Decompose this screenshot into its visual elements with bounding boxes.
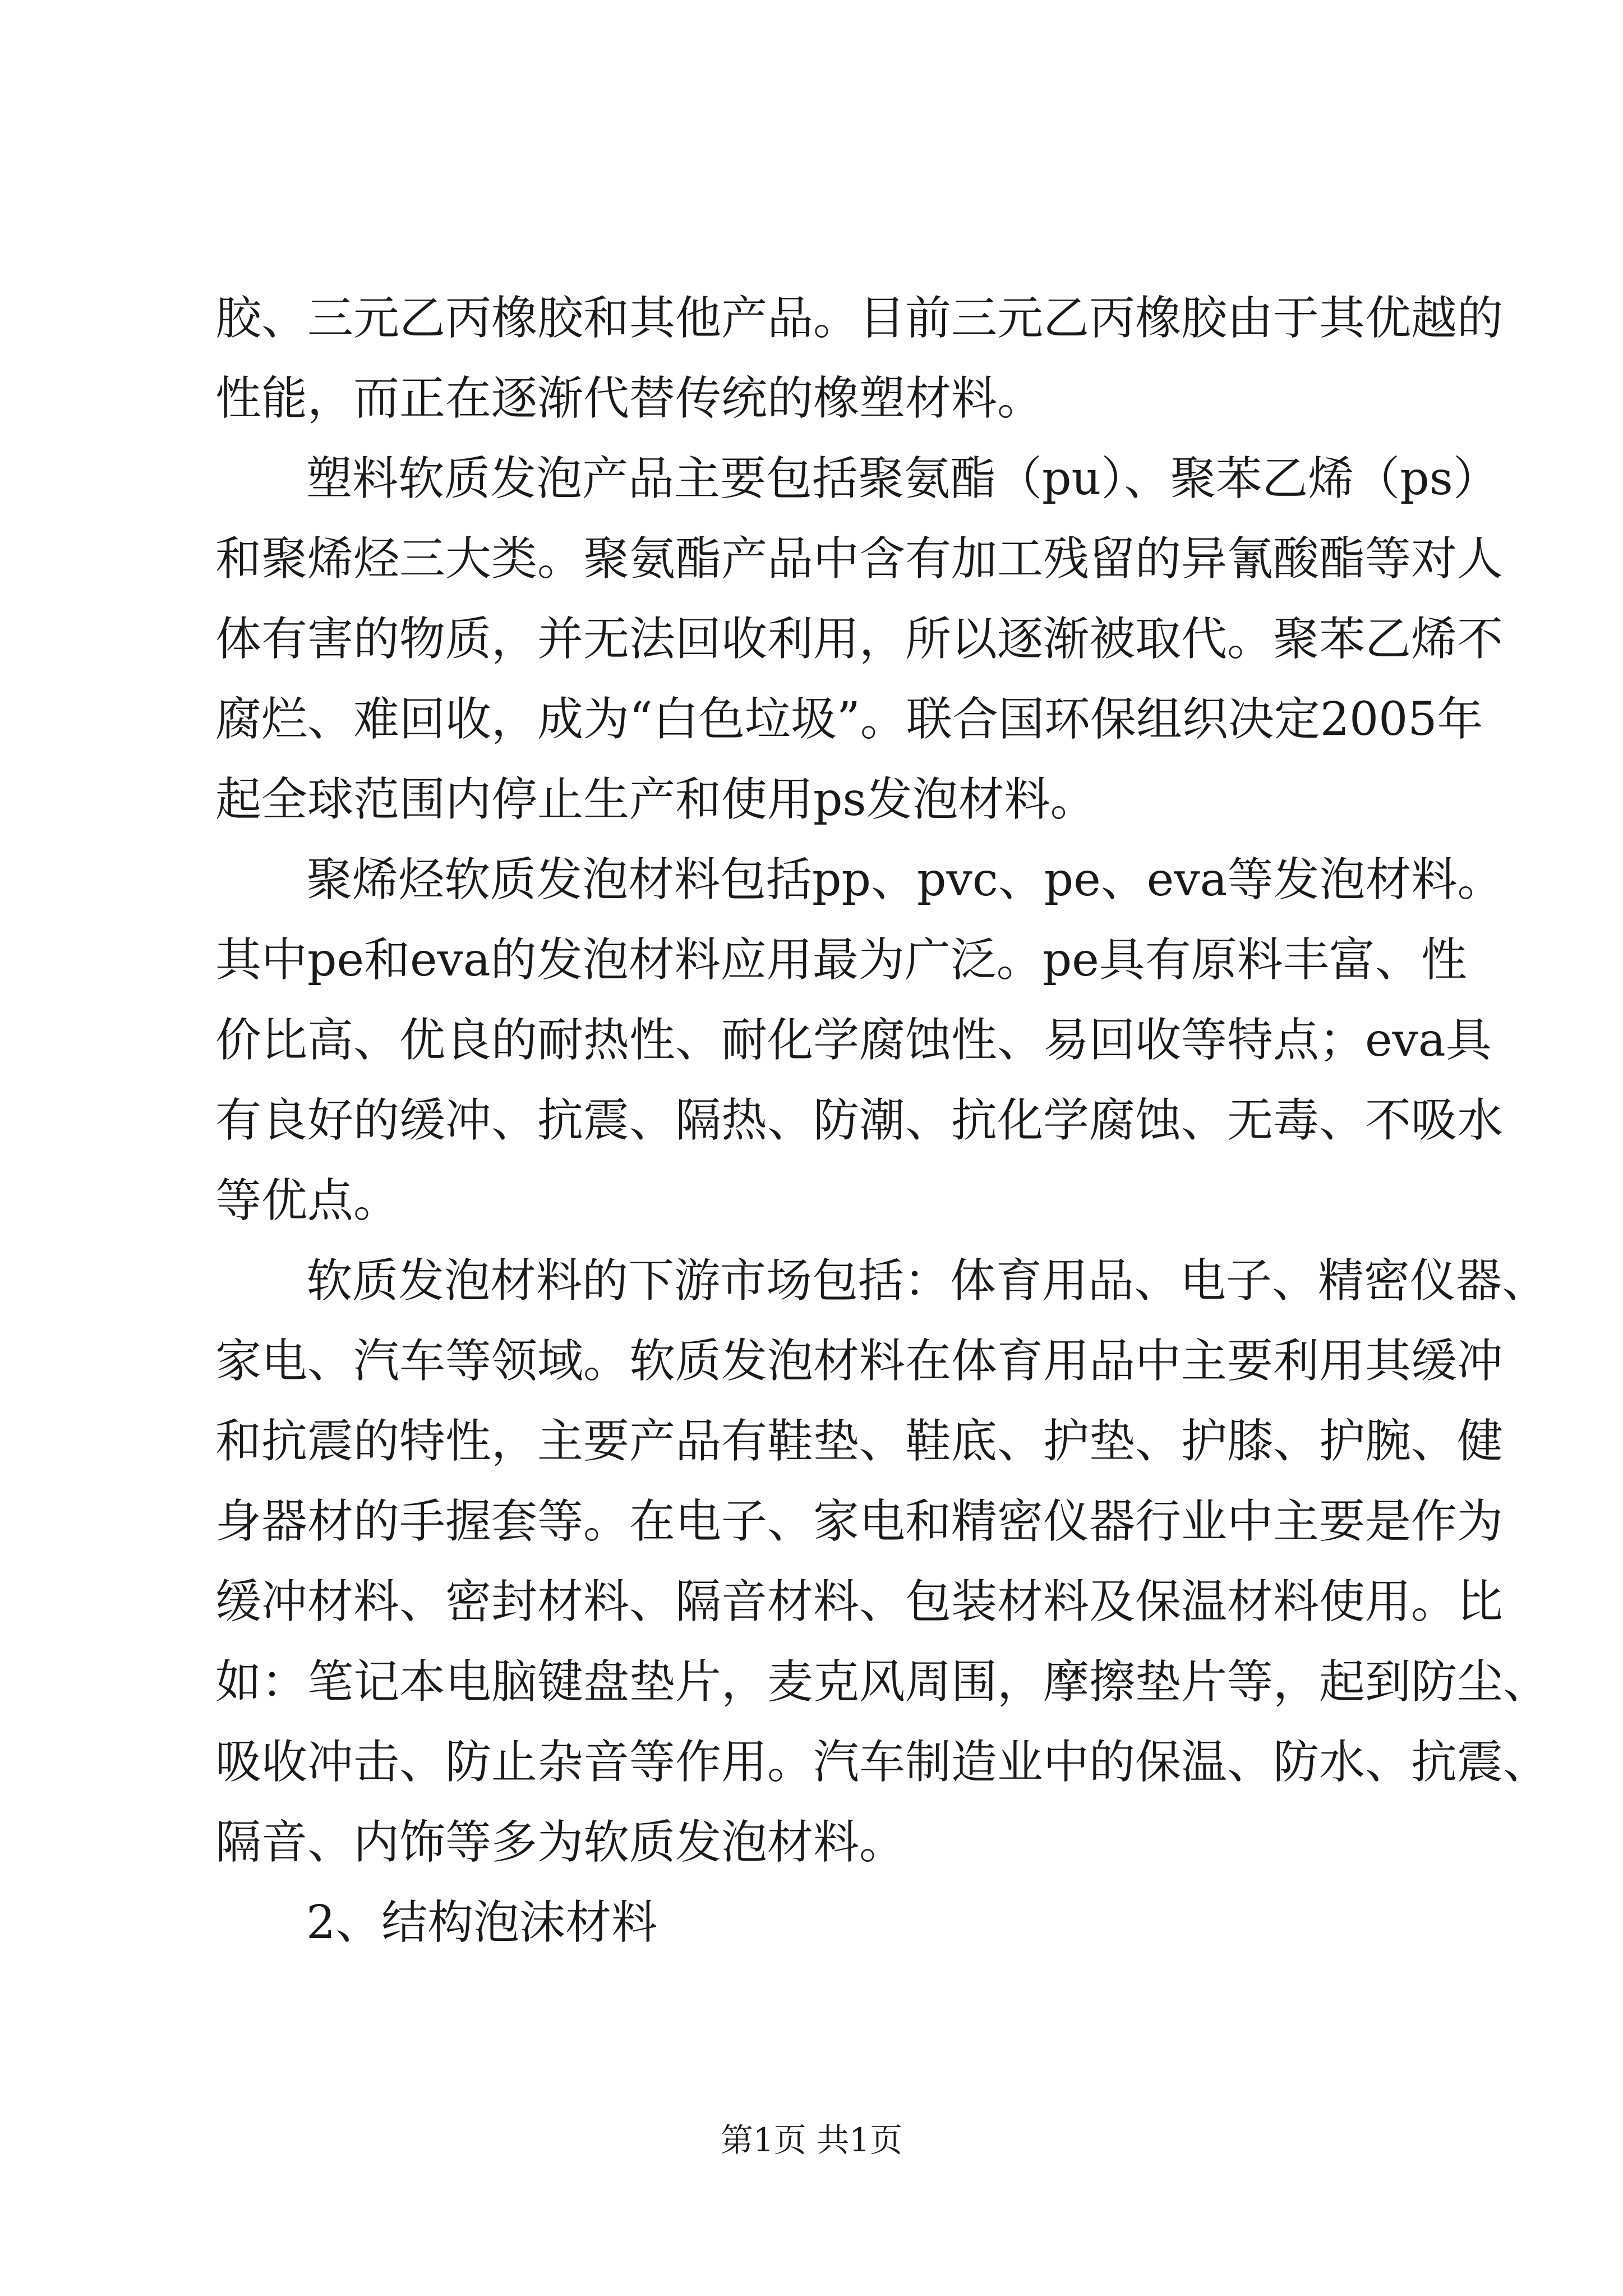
- text-line: 和聚烯烃三大类。聚氨酯产品中含有加工残留的异氰酸酯等对人: [215, 532, 1504, 586]
- text-line: 起全球范围内停止生产和使用ps发泡材料。: [215, 773, 1096, 826]
- paragraph-start-line: 软质发泡材料的下游市场包括：体育用品、电子、精密仪器、: [306, 1254, 1548, 1308]
- text-line: 其中pe和eva的发泡材料应用最为广泛。pe具有原料丰富、性: [215, 933, 1467, 987]
- text-line: 身器材的手握套等。在电子、家电和精密仪器行业中主要是作为: [215, 1495, 1504, 1548]
- paragraph-start-line: 塑料软质发泡产品主要包括聚氨酯（pu）、聚苯乙烯（ps）: [306, 452, 1499, 505]
- text-line: 家电、汽车等领域。软质发泡材料在体育用品中主要利用其缓冲: [215, 1335, 1504, 1388]
- text-line: 如：笔记本电脑键盘垫片，麦克风周围，摩擦垫片等，起到防尘、: [215, 1655, 1550, 1709]
- text-line: 等优点。: [215, 1174, 400, 1227]
- text-line: 有良好的缓冲、抗震、隔热、防潮、抗化学腐蚀、无毒、不吸水: [215, 1094, 1504, 1147]
- text-line: 和抗震的特性，主要产品有鞋垫、鞋底、护垫、护膝、护腕、健: [215, 1415, 1504, 1468]
- paragraph-start-line: 聚烯烃软质发泡材料包括pp、pvc、pe、eva等发泡材料。: [306, 853, 1504, 907]
- text-line: 吸收冲击、防止杂音等作用。汽车制造业中的保温、防水、抗震、: [215, 1736, 1550, 1789]
- text-line: 缓冲材料、密封材料、隔音材料、包装材料及保温材料使用。比: [215, 1575, 1504, 1628]
- page-number-footer: 第1页 共1页: [720, 2121, 903, 2159]
- text-line: 价比高、优良的耐热性、耐化学腐蚀性、易回收等特点；eva具: [215, 1014, 1492, 1067]
- text-line: 体有害的物质，并无法回收利用，所以逐渐被取代。聚苯乙烯不: [215, 613, 1504, 666]
- text-line: 性能，而正在逐渐代替传统的橡塑材料。: [215, 372, 1044, 425]
- text-line: 腐烂、难回收，成为“白色垃圾”。联合国环保组织决定2005年: [215, 693, 1483, 746]
- text-line: 隔音、内饰等多为软质发泡材料。: [215, 1816, 906, 1869]
- text-line: 胶、三元乙丙橡胶和其他产品。目前三元乙丙橡胶由于其优越的: [215, 292, 1504, 345]
- section-heading: 2、结构泡沫材料: [306, 1896, 658, 1949]
